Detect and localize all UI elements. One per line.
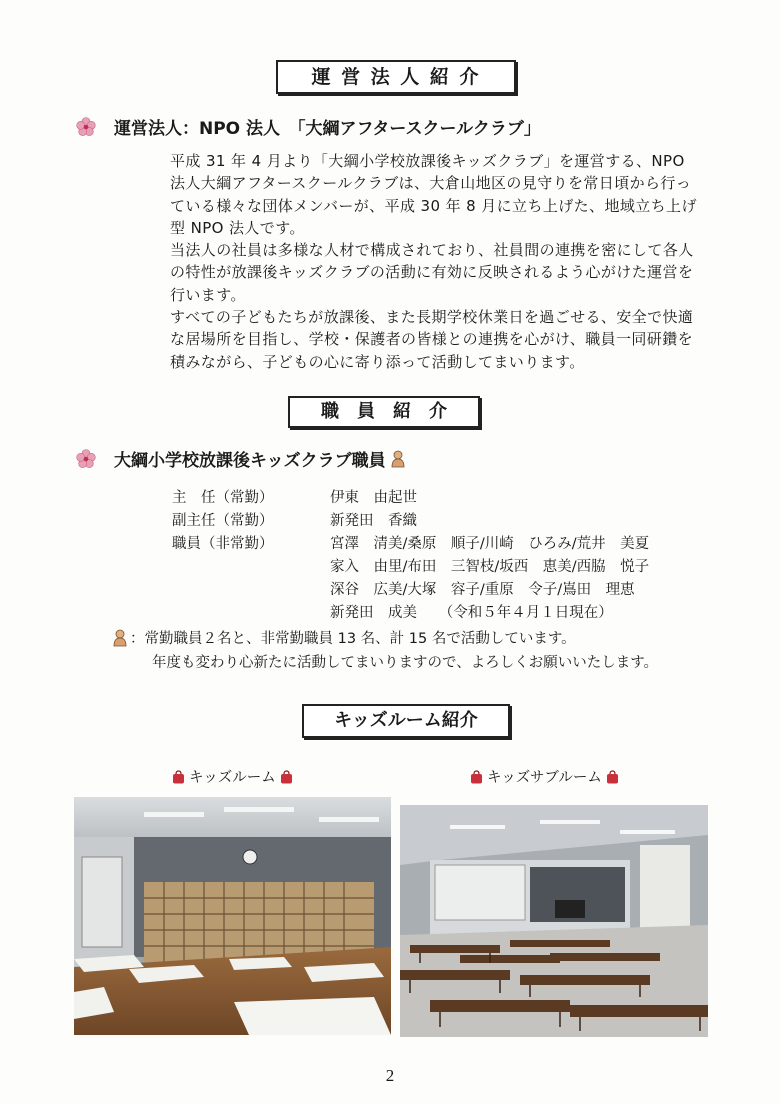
staff-heading-row [76, 446, 406, 471]
page-number: 2 [385, 1066, 395, 1085]
staff-names: 宮澤 清美/桑原 順子/川崎 ひろみ/荒井 美夏 [330, 536, 650, 552]
flower-icon [76, 117, 96, 137]
org-heading: 運営法人：NPO 法人 「大綱アフタースクールクラブ」 [114, 119, 541, 139]
person-icon [390, 450, 406, 468]
org-line: 法人大綱アフタースクールクラブは、大倉山地区の見守りを常日頃から行っ [170, 174, 692, 193]
org-line: の特性が放課後キッズクラブの活動に有効に反映されるよう心がけた運営を [170, 263, 694, 282]
staff-note-line1: ：常勤職員２名と、非常勤職員 13 名、計 15 名で活動しています。 [130, 631, 576, 647]
person-icon [112, 629, 128, 647]
org-section-title: 運 営 法 人 紹 介 [276, 60, 516, 94]
staff-role: 職員（非常勤） [172, 536, 274, 552]
staff-role: 主 任（常勤） [172, 490, 274, 506]
staff-role: 副主任（常勤） [172, 513, 274, 529]
staff-names: 新発田 成美 （令和５年４月１日現在） [330, 605, 613, 621]
org-description [170, 150, 730, 373]
org-line: すべての子どもたちが放課後、また長期学校休業日を過ごせる、安全で快適 [170, 308, 694, 327]
staff-heading: 大綱小学校放課後キッズクラブ職員 [114, 451, 386, 471]
kids-room-label: キッズルーム [172, 766, 293, 787]
bag-icon [280, 770, 293, 784]
staff-names: 新発田 香織 [330, 513, 417, 529]
room-section-title: キッズルーム紹介 [302, 704, 510, 738]
kids-subroom-photo [400, 805, 708, 1037]
staff-names: 伊東 由起世 [330, 490, 417, 506]
org-line: 型 NPO 法人です。 [170, 218, 305, 237]
flower-icon [76, 449, 96, 469]
org-heading-row [76, 114, 541, 139]
staff-names: 深谷 広美/大塚 容子/重原 令子/嶌田 理恵 [330, 582, 635, 598]
kids-room-photo [74, 797, 391, 1035]
staff-section-title: 職 員 紹 介 [288, 396, 480, 428]
staff-note [112, 627, 576, 648]
staff-names: 家入 由里/布田 三智枝/坂西 恵美/西脇 悦子 [330, 559, 650, 575]
org-line: 平成 31 年 4 月より「大綱小学校放課後キッズクラブ」を運営する、NPO [170, 152, 685, 170]
bag-icon [172, 770, 185, 784]
staff-note-line2: 年度も変わり心新たに活動してまいりますので、よろしくお願いいたします。 [152, 655, 659, 671]
org-line: 当法人の社員は多様な人材で構成されており、社員間の連携を密にして各人 [170, 241, 694, 260]
kids-subroom-label: キッズサブルーム [470, 766, 619, 787]
org-line: な居場所を目指し、学校・保護者の皆様との連携を心がけ、職員一同研鑽を [170, 330, 694, 349]
bag-icon [470, 770, 483, 784]
org-line: 積みながら、子どもの心に寄り添って活動してまいります。 [170, 352, 585, 371]
org-line: ている様々な団体メンバーが、平成 30 年 8 月に立ち上げた、地域立ち上げ [170, 196, 697, 215]
bag-icon [606, 770, 619, 784]
org-line: 行います。 [170, 285, 246, 304]
